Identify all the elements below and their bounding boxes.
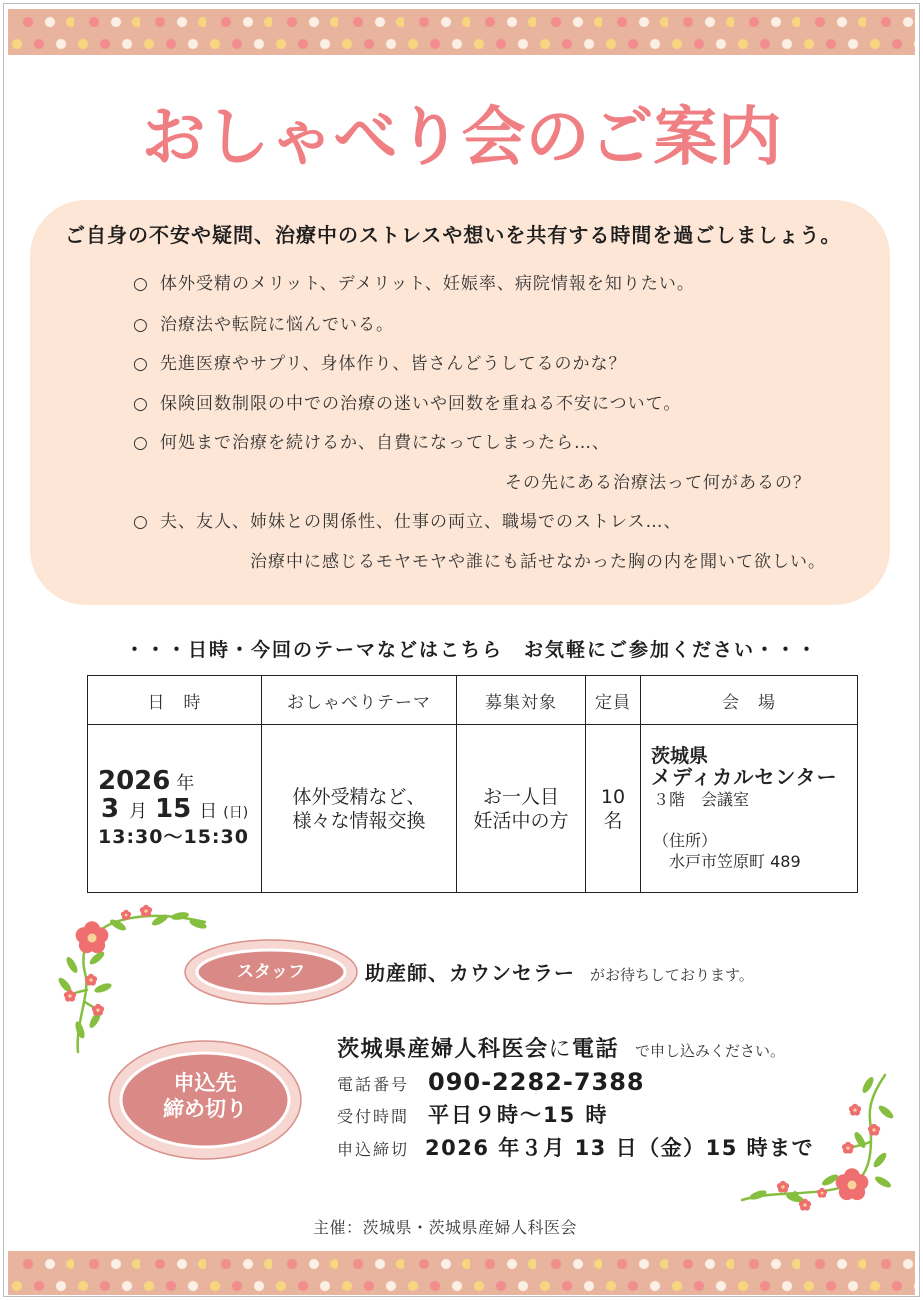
concern-text: 保険回数制限の中での治療の迷いや回数を重ねる不安について。 bbox=[160, 394, 682, 414]
intro-panel bbox=[30, 200, 890, 605]
venue-name: 茨城県 bbox=[651, 745, 709, 767]
date-year-line bbox=[98, 767, 261, 795]
event-month: 3 bbox=[101, 794, 120, 824]
year-unit: 年 bbox=[176, 773, 195, 794]
application-badge-label bbox=[106, 1070, 304, 1122]
application-badge-line: 申込先 bbox=[173, 1071, 237, 1095]
application-org: 茨城県産婦人科医会 bbox=[337, 1037, 549, 1062]
phone-number: 090-2282-7388 bbox=[428, 1068, 645, 1096]
flower-icon bbox=[121, 910, 131, 920]
polka-dot-band-top bbox=[8, 9, 915, 55]
application-instruction-text: で申し込みください。 bbox=[635, 1042, 786, 1060]
application-method: 電話 bbox=[572, 1037, 620, 1062]
table-header-theme: おしゃべりテーマ bbox=[262, 676, 457, 725]
hours-value: 平日９時～15 時 bbox=[428, 1103, 609, 1127]
concern-text: 夫、友人、姉妹との関係性、仕事の両立、職場でのストレス…、 bbox=[160, 512, 682, 532]
target-cell bbox=[457, 725, 586, 892]
flower-icon bbox=[140, 905, 152, 917]
table-header-venue: 会 場 bbox=[641, 676, 857, 725]
target-line: お一人目 bbox=[482, 785, 559, 808]
event-day: 15 bbox=[155, 794, 192, 824]
date-time-line bbox=[98, 823, 261, 851]
venue-room: ３階 会議室 bbox=[653, 790, 750, 809]
flower-icon bbox=[817, 1188, 827, 1198]
phone-line bbox=[337, 1067, 645, 1097]
datetime-cell bbox=[88, 725, 262, 892]
concern-item bbox=[30, 392, 890, 416]
flower-icon bbox=[92, 1004, 104, 1016]
concern-item bbox=[30, 510, 890, 534]
venue-address: 水戸市笠原町 489 bbox=[669, 852, 801, 871]
theme-cell bbox=[262, 725, 457, 892]
concern-item bbox=[30, 352, 890, 376]
table-header-target: 募集対象 bbox=[457, 676, 586, 725]
flower-decoration-right bbox=[735, 1062, 895, 1227]
concern-item bbox=[30, 313, 890, 337]
concern-item bbox=[30, 272, 890, 296]
concern-continuation: 治療中に感じるモヤモヤや誰にも話せなかった胸の内を聞いて欲しい。 bbox=[250, 552, 826, 572]
staff-badge-label: スタッフ bbox=[237, 962, 305, 982]
leaf-icon bbox=[860, 1075, 875, 1094]
leaf-icon bbox=[64, 955, 79, 974]
flower-icon bbox=[842, 1142, 854, 1154]
organizer: 主催：茨城県・茨城県産婦人科医会 bbox=[313, 1218, 578, 1237]
flower-icon bbox=[64, 990, 76, 1002]
event-time: 13:30～15:30 bbox=[98, 826, 249, 848]
concern-text: 何処まで治療を続けるか、自費になってしまったら…、 bbox=[160, 433, 610, 453]
bullet-icon: ○ bbox=[133, 354, 148, 374]
leaf-icon bbox=[748, 1189, 767, 1202]
theme-line: 体外受精など、 bbox=[292, 785, 426, 808]
staff-message: がお待ちしております。 bbox=[590, 966, 754, 984]
venue-address-label: （住所） bbox=[653, 831, 718, 850]
polka-dot-band-bottom bbox=[8, 1251, 915, 1295]
concern-text: 治療法や転院に悩んでいる。 bbox=[160, 315, 394, 335]
application-badge-line: 締め切り bbox=[163, 1097, 247, 1121]
concern-text: 体外受精のメリット、デメリット、妊娠率、病院情報を知りたい。 bbox=[160, 274, 695, 294]
hours-line bbox=[337, 1100, 609, 1130]
bullet-icon: ○ bbox=[133, 274, 148, 294]
concern-item bbox=[30, 431, 890, 455]
bullet-icon: ○ bbox=[133, 315, 148, 335]
table-intro: ・・・日時・今回のテーマなどはこちら お気軽にご参加ください・・・ bbox=[125, 639, 819, 661]
flower-icon bbox=[777, 1181, 789, 1193]
application-instruction bbox=[337, 1035, 785, 1065]
capacity-number: 10 bbox=[600, 785, 626, 808]
deadline-label: 申込締切 bbox=[337, 1140, 410, 1159]
leaf-icon bbox=[877, 1103, 895, 1120]
month-unit: 月 bbox=[129, 801, 148, 822]
day-unit: 日 bbox=[199, 801, 218, 822]
intro-heading: ご自身の不安や疑問、治療中のストレスや想いを共有する時間を過ごしましょう。 bbox=[65, 223, 842, 247]
phone-label: 電話番号 bbox=[337, 1075, 410, 1094]
capacity-unit: 名 bbox=[603, 809, 623, 832]
table-header-datetime: 日 時 bbox=[88, 676, 262, 725]
bullet-icon: ○ bbox=[133, 512, 148, 532]
concern-text: 先進医療やサプリ、身体作り、皆さんどうしてるのかな？ bbox=[160, 354, 627, 374]
leaf-icon bbox=[873, 1174, 892, 1189]
concern-continuation: その先にある治療法って何があるの？ bbox=[505, 473, 811, 493]
application-connector: に bbox=[548, 1037, 573, 1062]
staff-roles: 助産師、カウンセラー bbox=[365, 961, 575, 985]
leaf-icon bbox=[93, 982, 112, 995]
bullet-icon: ○ bbox=[133, 433, 148, 453]
flower-icon bbox=[849, 1104, 861, 1116]
bullet-icon: ○ bbox=[133, 394, 148, 414]
leaf-icon bbox=[871, 1151, 888, 1169]
table-header-capacity: 定員 bbox=[586, 676, 641, 725]
theme-line: 様々な情報交換 bbox=[292, 809, 426, 832]
leaf-icon bbox=[74, 1020, 87, 1039]
event-year: 2026 bbox=[98, 766, 171, 796]
deadline-value: 2026 年３月 13 日（金）15 時まで bbox=[425, 1136, 815, 1160]
hours-label: 受付時間 bbox=[337, 1107, 410, 1126]
flyer-title: おしゃべり会のご案内 bbox=[141, 101, 782, 175]
target-line: 妊活中の方 bbox=[473, 809, 569, 832]
date-day-line bbox=[98, 795, 261, 823]
capacity-cell bbox=[586, 725, 641, 892]
venue-name: メディカルセンター bbox=[651, 765, 838, 789]
venue-cell bbox=[641, 725, 857, 892]
event-weekday: (日) bbox=[223, 805, 249, 821]
event-table bbox=[87, 675, 858, 893]
flower-icon bbox=[76, 921, 109, 953]
